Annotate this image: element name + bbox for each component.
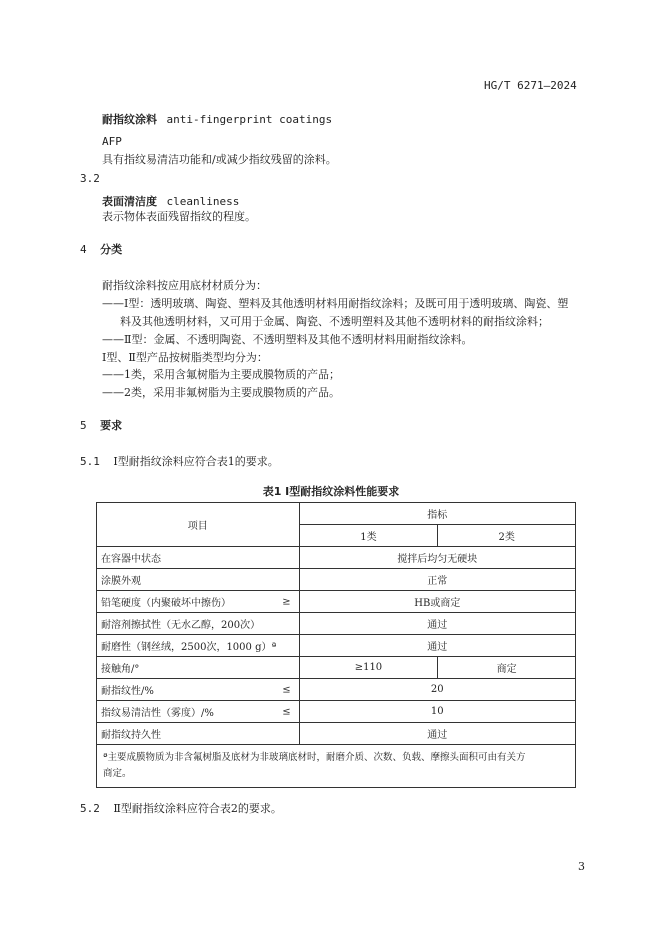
table-row — [97, 723, 576, 745]
table-row — [97, 701, 576, 723]
resin-intro: Ⅰ型、Ⅱ型产品按树脂类型均分为： — [102, 351, 268, 364]
row-item-cell — [97, 701, 300, 723]
table-row — [97, 569, 576, 591]
row-value: 10 — [299, 701, 575, 723]
standard-number: HG/T 6271—2024 — [484, 79, 577, 92]
header-class2: 2类 — [438, 525, 576, 547]
row-item: 涂膜外观 — [97, 569, 300, 591]
row-value: 通过 — [299, 613, 575, 635]
table-row — [97, 657, 576, 679]
table1-caption: 表1 Ⅰ型耐指纹涂料性能要求 — [262, 485, 400, 498]
term-cleanliness — [102, 193, 239, 209]
row-value: 通过 — [299, 635, 575, 657]
clause-5-2-text: Ⅱ型耐指纹涂料应符合表2的要求。 — [113, 802, 282, 815]
clause-5-1 — [80, 453, 279, 469]
row-item: 耐指纹性/% — [101, 686, 154, 697]
term-cleanliness-definition: 表示物体表面残留指纹的程度。 — [102, 210, 256, 223]
table-footnote — [97, 745, 576, 788]
row-symbol: ≤ — [282, 684, 291, 695]
section-4-number: 4 — [80, 243, 87, 256]
header-class1: 1类 — [299, 525, 438, 547]
class1-line: ——1类，采用含氟树脂为主要成膜物质的产品； — [102, 368, 340, 381]
clause-5-2 — [80, 800, 282, 816]
row-item: 接触角/° — [97, 657, 300, 679]
page-number: 3 — [578, 860, 585, 873]
row-symbol: ≥ — [282, 596, 291, 607]
clause-5-1-number: 5.1 — [80, 455, 100, 468]
term-afp-definition: 具有指纹易清洁功能和/或减少指纹残留的涂料。 — [102, 153, 337, 166]
row-symbol: ≤ — [282, 706, 291, 717]
row-item: 耐磨性（钢丝绒，2500次，1000 g）ª — [97, 635, 300, 657]
class2-line: ——2类，采用非氟树脂为主要成膜物质的产品。 — [102, 386, 340, 399]
row-value: 正常 — [299, 569, 575, 591]
term-cleanliness-en: cleanliness — [166, 195, 240, 208]
term-afp-en: anti-fingerprint coatings — [166, 113, 333, 126]
type1-line2: 料及其他透明材料，又可用于金属、陶瓷、不透明塑料及其他不透明材料的耐指纹涂料； — [120, 315, 549, 328]
term-afp-abbr: AFP — [102, 135, 122, 148]
table-footnote-row — [97, 745, 576, 788]
term-cleanliness-zh: 表面清洁度 — [102, 195, 157, 208]
section-4-heading — [80, 241, 122, 257]
row-item-cell — [97, 679, 300, 701]
row-value: 搅拌后均匀无硬块 — [299, 547, 575, 569]
section-5-title: 要求 — [100, 419, 123, 432]
row-value: 通过 — [299, 723, 575, 745]
table-row — [97, 679, 576, 701]
row-item: 耐指纹持久性 — [97, 723, 300, 745]
term-afp — [102, 111, 332, 127]
term-afp-zh: 耐指纹涂料 — [102, 113, 157, 126]
header-index: 指标 — [299, 503, 575, 525]
row-value-class2: 商定 — [438, 657, 576, 679]
table1 — [96, 502, 576, 788]
section-5-number: 5 — [80, 419, 87, 432]
section-4-intro: 耐指纹涂料按应用底材材质分为： — [102, 279, 267, 292]
row-item-cell — [97, 591, 300, 613]
row-item: 在容器中状态 — [97, 547, 300, 569]
row-value: HB或商定 — [299, 591, 575, 613]
table-header-row — [97, 503, 576, 525]
footnote-line1: ª主要成膜物质为非含氟树脂及底材为非玻璃底材时，耐磨介质、次数、负载、摩擦头面积可由有关方 — [103, 752, 526, 763]
type1-line1: ——Ⅰ型：透明玻璃、陶瓷、塑料及其他透明材料用耐指纹涂料；及既可用于透明玻璃、陶瓷、塑 — [102, 297, 569, 310]
table-row — [97, 613, 576, 635]
table-row — [97, 635, 576, 657]
row-item: 铅笔硬度（内聚破坏中擦伤） — [101, 598, 231, 609]
table-row — [97, 591, 576, 613]
footnote-line2: 商定。 — [103, 768, 132, 779]
table-row — [97, 547, 576, 569]
row-value: 20 — [299, 679, 575, 701]
section-5-heading — [80, 417, 122, 433]
clause-5-1-text: Ⅰ型耐指纹涂料应符合表1的要求。 — [113, 455, 279, 468]
row-item: 指纹易清洁性（雾度）/% — [101, 708, 214, 719]
clause-3-2-number: 3.2 — [80, 172, 100, 185]
clause-5-2-number: 5.2 — [80, 802, 100, 815]
row-item: 耐溶剂擦拭性（无水乙醇，200次） — [97, 613, 300, 635]
type2-line: ——Ⅱ型：金属、不透明陶瓷、不透明塑料及其他不透明材料用耐指纹涂料。 — [102, 333, 473, 346]
row-value-class1: ≥110 — [299, 657, 438, 679]
header-item: 项目 — [97, 503, 300, 547]
section-4-title: 分类 — [100, 243, 123, 256]
